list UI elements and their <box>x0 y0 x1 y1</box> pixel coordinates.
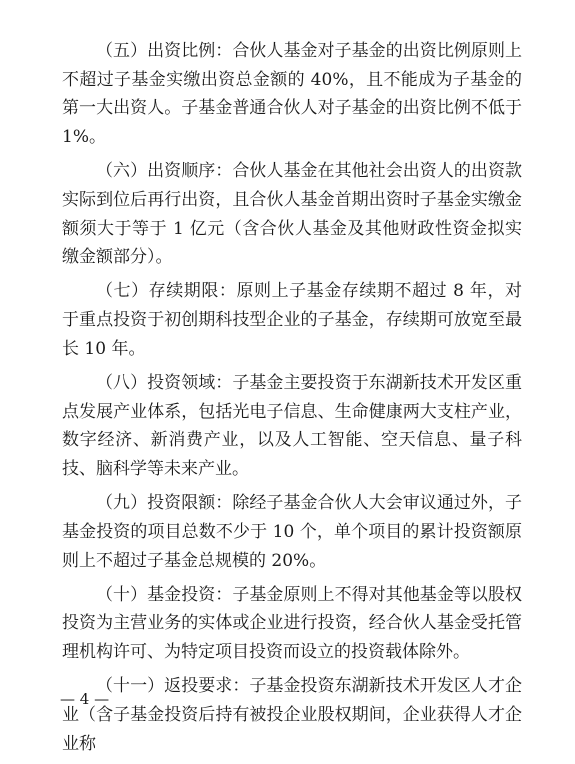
document-body <box>62 37 522 764</box>
paragraph-reinvestment-requirement: （十一）返投要求：子基金投资东湖新技术开发区人才企业（含子基金投资后持有被投企业股权期间，企业获得人才企业称 <box>62 676 522 754</box>
paragraph-investment-field: （八）投资领域：子基金主要投资于东湖新技术开发区重点发展产业体系，包括光电子信息、生命健康两大支柱产业，数字经济、新消费产业，以及人工智能、空天信息、量子科技、脑科学等未来产业。 <box>62 372 522 480</box>
paragraph-investment-limit: （九）投资限额：除经子基金合伙人大会审议通过外，子基金投资的项目总数不少于 10 个，单个项目的累计投资额原则上不超过子基金总规模的 20%。 <box>62 493 522 571</box>
paragraph-investment-order: （六）出资顺序：合伙人基金在其他社会出资人的出资款实际到位后再行出资，且合伙人基金首期出资时子基金实缴金额须大于等于 1 亿元（含合伙人基金及其他财政性资金拟实缴金额部分）。 <box>62 161 522 268</box>
paragraph-duration: （七）存续期限：原则上子基金存续期不超过 8 年，对于重点投资于初创期科技型企业的子基金，存续期可放宽至最长 10 年。 <box>62 281 522 359</box>
paragraph-investment-ratio: （五）出资比例：合伙人基金对子基金的出资比例原则上不超过子基金实缴出资总金额的 40%，且不能成为子基金的第一大出资人。子基金普通合伙人对子基金的出资比例不低于 1%。 <box>62 41 522 148</box>
paragraph-fund-investment: （十）基金投资：子基金原则上不得对其他基金等以股权投资为主营业务的实体或企业进行投资，经合伙人基金受托管理机构许可、为特定项目投资而设立的投资载体除外。 <box>62 584 522 663</box>
page-number: — 4 — <box>60 690 110 708</box>
